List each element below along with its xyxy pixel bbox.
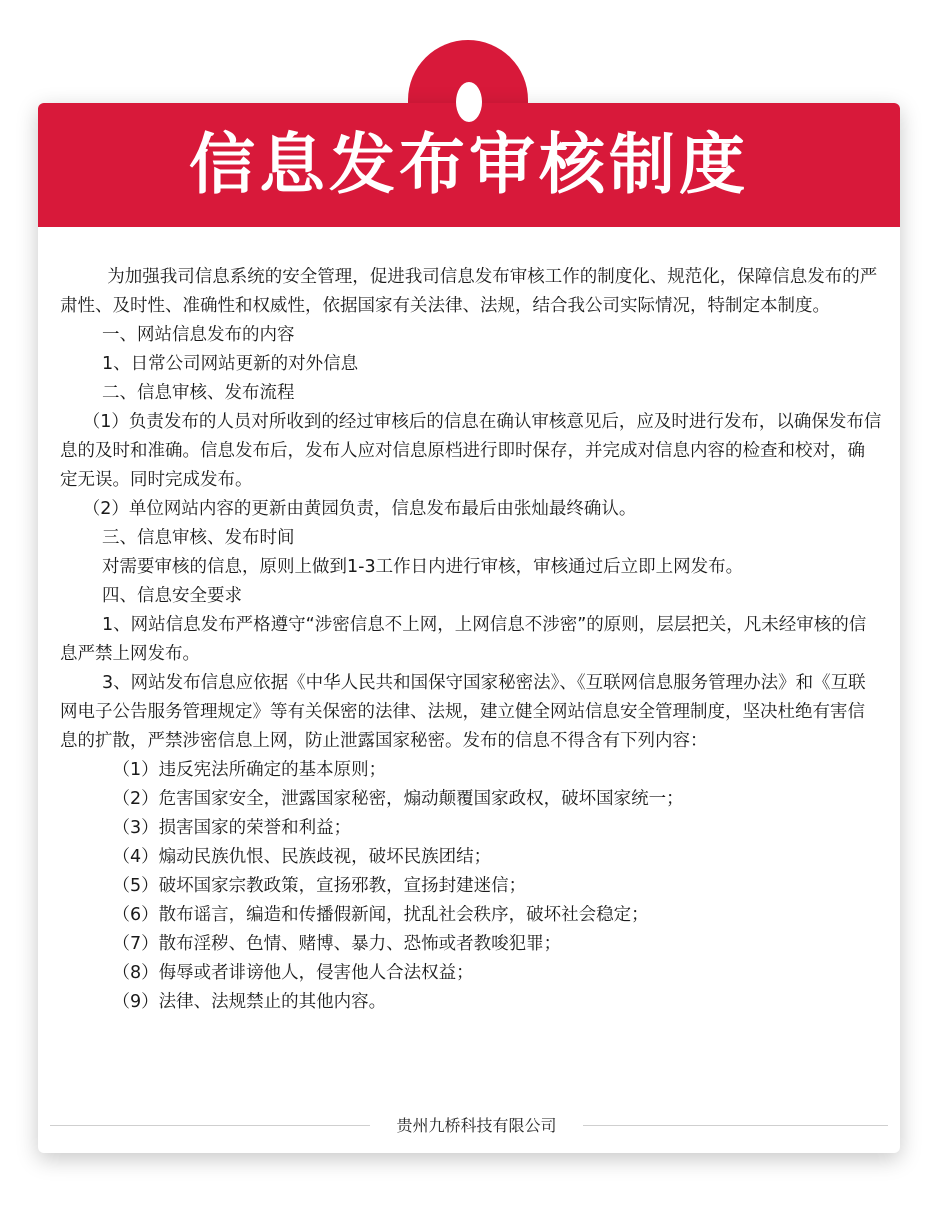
- notice-board: [38, 103, 900, 1153]
- list-item: （9）法律、法规禁止的其他内容。: [112, 992, 387, 1012]
- section-item: 1、日常公司网站更新的对外信息: [102, 354, 359, 374]
- list-item: （2）危害国家安全，泄露国家秘密，煽动颠覆国家政权，破坏国家统一；: [112, 789, 684, 809]
- process-paragraph-1: （1）负责发布的人员对所收到的经过审核后的信息在确认审核意见后，应及时进行发布，以确保发布信息的及时和准确。信息发布后，发布人应对信息原档进行即时保存，并完成对信息内容的检查和校对，确定无误。同时完成发布。: [60, 412, 882, 490]
- security-paragraph-3: 3、网站发布信息应依据《中华人民共和国保守国家秘密法》、《互联网信息服务管理办法》和《互联网电子公告服务管理规定》等有关保密的法律、法规，建立健全网站信息安全管理制度，坚决杜绝有害信息的扩散，严禁涉密信息上网，防止泄露国家秘密。发布的信息不得含有下列内容：: [60, 673, 866, 751]
- list-item: （1）违反宪法所确定的基本原则；: [112, 760, 387, 780]
- intro-paragraph: 为加强我司信息系统的安全管理，促进我司信息发布审核工作的制度化、规范化，保障信息发布的严肃性、及时性、准确性和权威性，依据国家有关法律、法规，结合我公司实际情况，特制定本制度。: [60, 267, 878, 316]
- list-item: （3）损害国家的荣誉和利益；: [112, 818, 352, 838]
- regulation-body: [60, 263, 882, 1017]
- list-item: （5）破坏国家宗教政策，宣扬邪教，宣扬封建迷信；: [112, 876, 527, 896]
- page-title: 信息发布审核制度: [189, 126, 749, 203]
- footer: [38, 1111, 900, 1141]
- section-heading-3: 三、信息审核、发布时间: [102, 528, 295, 548]
- security-paragraph-1: 1、网站信息发布严格遵守“涉密信息不上网，上网信息不涉密”的原则，层层把关，凡未经审核的信息严禁上网发布。: [60, 615, 867, 664]
- list-item: （8）侮辱或者诽谤他人，侵害他人合法权益；: [112, 963, 474, 983]
- timing-paragraph: 对需要审核的信息，原则上做到1-3工作日内进行审核，审核通过后立即上网发布。: [102, 557, 744, 577]
- footer-divider-left: [50, 1125, 370, 1126]
- list-item: （7）散布淫秽、色情、赌博、暴力、恐怖或者教唆犯罪；: [112, 934, 562, 954]
- section-heading-1: 一、网站信息发布的内容: [102, 325, 295, 345]
- list-item: （6）散布谣言，编造和传播假新闻，扰乱社会秩序，破坏社会稳定；: [112, 905, 649, 925]
- section-heading-4: 四、信息安全要求: [102, 586, 242, 606]
- section-heading-2: 二、信息审核、发布流程: [102, 383, 295, 403]
- footer-divider-right: [583, 1125, 888, 1126]
- company-name: 贵州九桥科技有限公司: [396, 1116, 557, 1135]
- list-item: （4）煽动民族仇恨、民族歧视，破坏民族团结；: [112, 847, 492, 867]
- hanger-hole: [456, 82, 482, 122]
- process-paragraph-2: （2）单位网站内容的更新由黄园负责，信息发布最后由张灿最终确认。: [82, 499, 637, 519]
